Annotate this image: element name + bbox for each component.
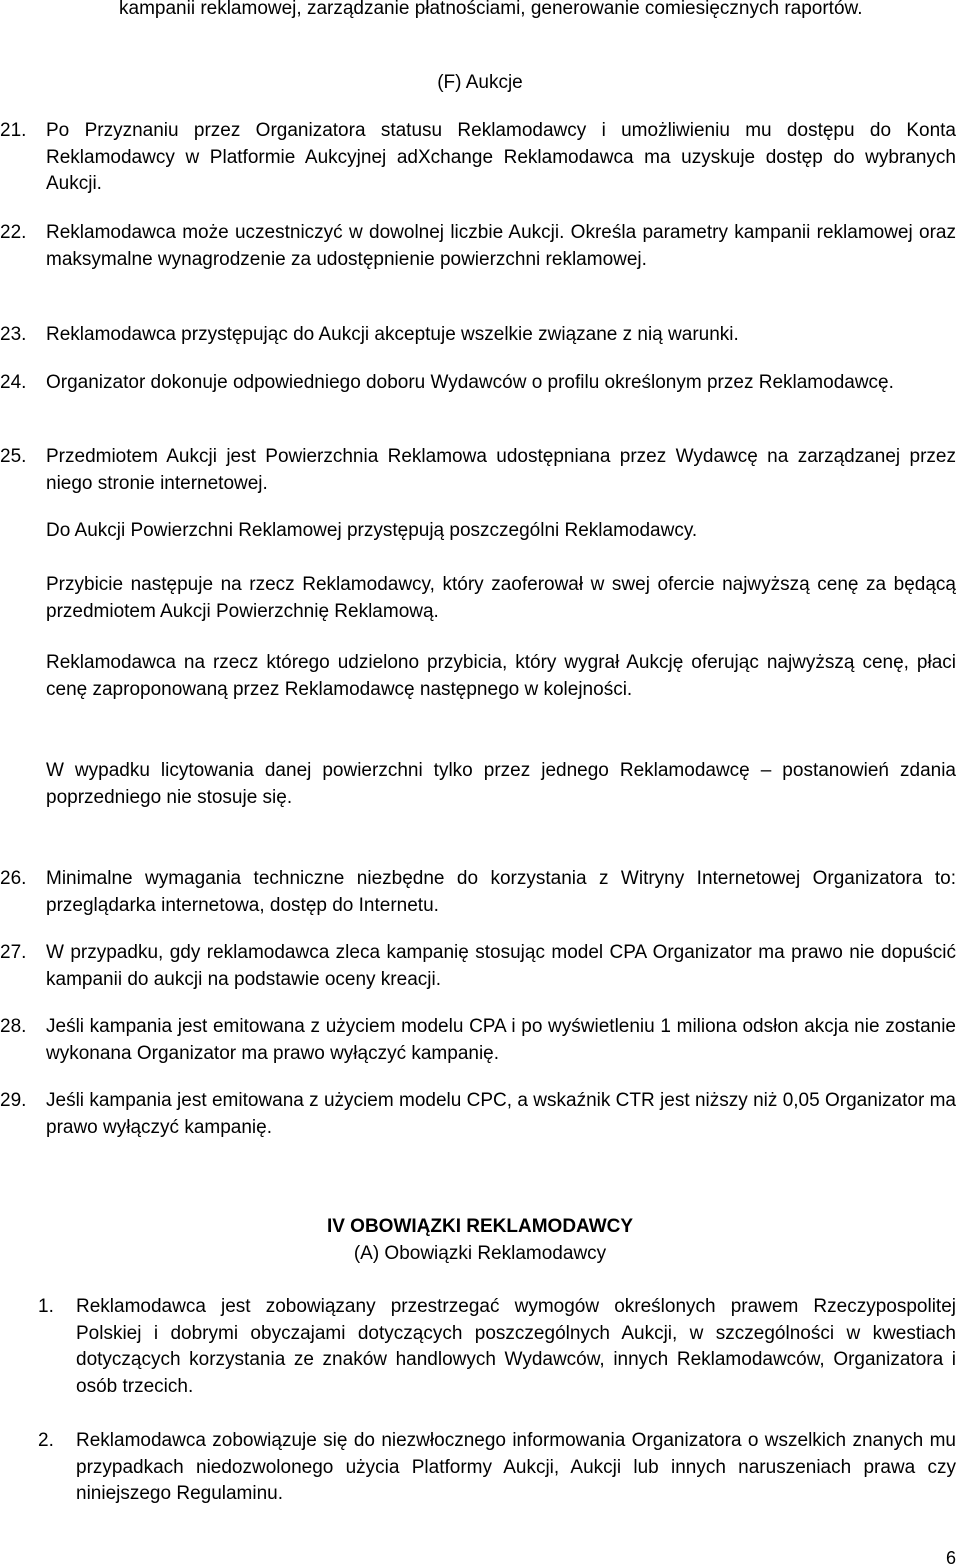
clause-24 (0, 370, 956, 397)
clause-25 (0, 444, 956, 497)
continued-paragraph: kampanii reklamowej, zarządzanie płatnościami, generowanie comiesięcznych raportów. (119, 0, 863, 19)
subsection-heading-f: (F) Aukcje (437, 72, 523, 93)
clause-number: 24. (0, 372, 27, 393)
clause-text: Jeśli kampania jest emitowana z użyciem modelu CPA i po wyświetleniu 1 miliona odsłon akcja nie zostanie wykonana Organizator ma prawo wyłączyć kampanię. (46, 1016, 956, 1064)
clause-text: Jeśli kampania jest emitowana z użyciem modelu CPC, a wskaźnik CTR jest niższy niż 0,05 Organizator ma prawo wyłączyć kampanię. (46, 1090, 956, 1138)
clause-text: Reklamodawca może uczestniczyć w dowolnej liczbie Aukcji. Określa parametry kampanii reklamowej oraz maksymalne wynagrodzenie za udostępnienie powierzchni reklamowej. (46, 222, 956, 270)
clause-text: Przedmiotem Aukcji jest Powierzchnia Reklamowa udostępniana przez Wydawcę na zarządzanej przez niego stronie internetowej. (46, 446, 956, 494)
clause-25-paragraph-d: W wypadku licytowania danej powierzchni tylko przez jednego Reklamodawcę – postanowień zdania poprzedniego nie stosuje się. (46, 760, 956, 808)
clause-text: Reklamodawca przystępując do Aukcji akceptuje wszelkie związane z nią warunki. (46, 324, 739, 345)
clause-25-paragraph-a: Do Aukcji Powierzchni Reklamowej przystępują poszczególni Reklamodawcy. (46, 520, 698, 541)
clause-number: 21. (0, 120, 27, 141)
clause-21 (0, 118, 956, 198)
section-subtitle: (A) Obowiązki Reklamodawcy (353, 1243, 607, 1264)
clause-25-paragraph-c: Reklamodawca na rzecz którego udzielono przybicia, który wygrał Aukcję oferując najwyższą cenę, płaci cenę zaproponowaną przez Reklamodawcę następnego w kolejności. (46, 652, 956, 700)
clause-25-paragraph-b: Przybicie następuje na rzecz Reklamodawcy, który zaoferował w swej ofercie najwyższą cenę za będącą przedmiotem Aukcji Powierzchnię Reklamową. (46, 574, 956, 622)
clause-number: 29. (0, 1090, 27, 1111)
clause-number: 25. (0, 446, 27, 467)
clause-26 (0, 866, 956, 919)
page-number: 6 (945, 1548, 956, 1568)
clause-text: Organizator dokonuje odpowiedniego doboru Wydawców o profilu określonym przez Reklamodawcę. (46, 372, 894, 393)
clause-27 (0, 940, 956, 993)
clause-text: Po Przyznaniu przez Organizatora statusu Reklamodawcy i umożliwieniu mu dostępu do Konta Reklamodawcy w Platformie Aukcyjnej adXchange Reklamodawca ma uzyskuje dostęp do wybranych Aukcji. (46, 120, 956, 194)
duty-number: 2. (38, 1430, 54, 1451)
duty-text: Reklamodawca zobowiązuje się do niezwłocznego informowania Organizatora o wszelkich znanych mu przypadkach niedozwolonego użycia Platformy Aukcji, Aukcji lub innych naruszeniach prawa czy niniejszego Regulaminu. (76, 1430, 956, 1504)
clause-number: 28. (0, 1016, 27, 1037)
clause-29 (0, 1088, 956, 1141)
clause-22 (0, 220, 956, 273)
clause-23 (0, 322, 956, 349)
clause-number: 22. (0, 222, 27, 243)
clause-28 (0, 1014, 956, 1067)
duty-number: 1. (38, 1296, 54, 1317)
section-title: IV OBOWIĄZKI REKLAMODAWCY (326, 1216, 634, 1237)
clause-text: W przypadku, gdy reklamodawca zleca kampanię stosując model CPA Organizator ma prawo nie dopuścić kampanii do aukcji na podstawie oceny kreacji. (46, 942, 956, 990)
duty-2 (38, 1428, 956, 1508)
clause-number: 23. (0, 324, 27, 345)
clause-number: 26. (0, 868, 27, 889)
duty-text: Reklamodawca jest zobowiązany przestrzegać wymogów określonych prawem Rzeczypospolitej Polskiej i dobrymi obyczajami dotyczących poszczególnych Aukcji, w szczególności w kwestiach dotyczących korzystania ze znaków handlowych Wydawców, innych Reklamodawców, Organizatora i osób trzecich. (76, 1296, 956, 1397)
clause-number: 27. (0, 942, 27, 963)
duty-1 (38, 1294, 956, 1400)
clause-text: Minimalne wymagania techniczne niezbędne do korzystania z Witryny Internetowej Organizatora to: przeglądarka internetowa, dostęp do Internetu. (46, 868, 956, 916)
